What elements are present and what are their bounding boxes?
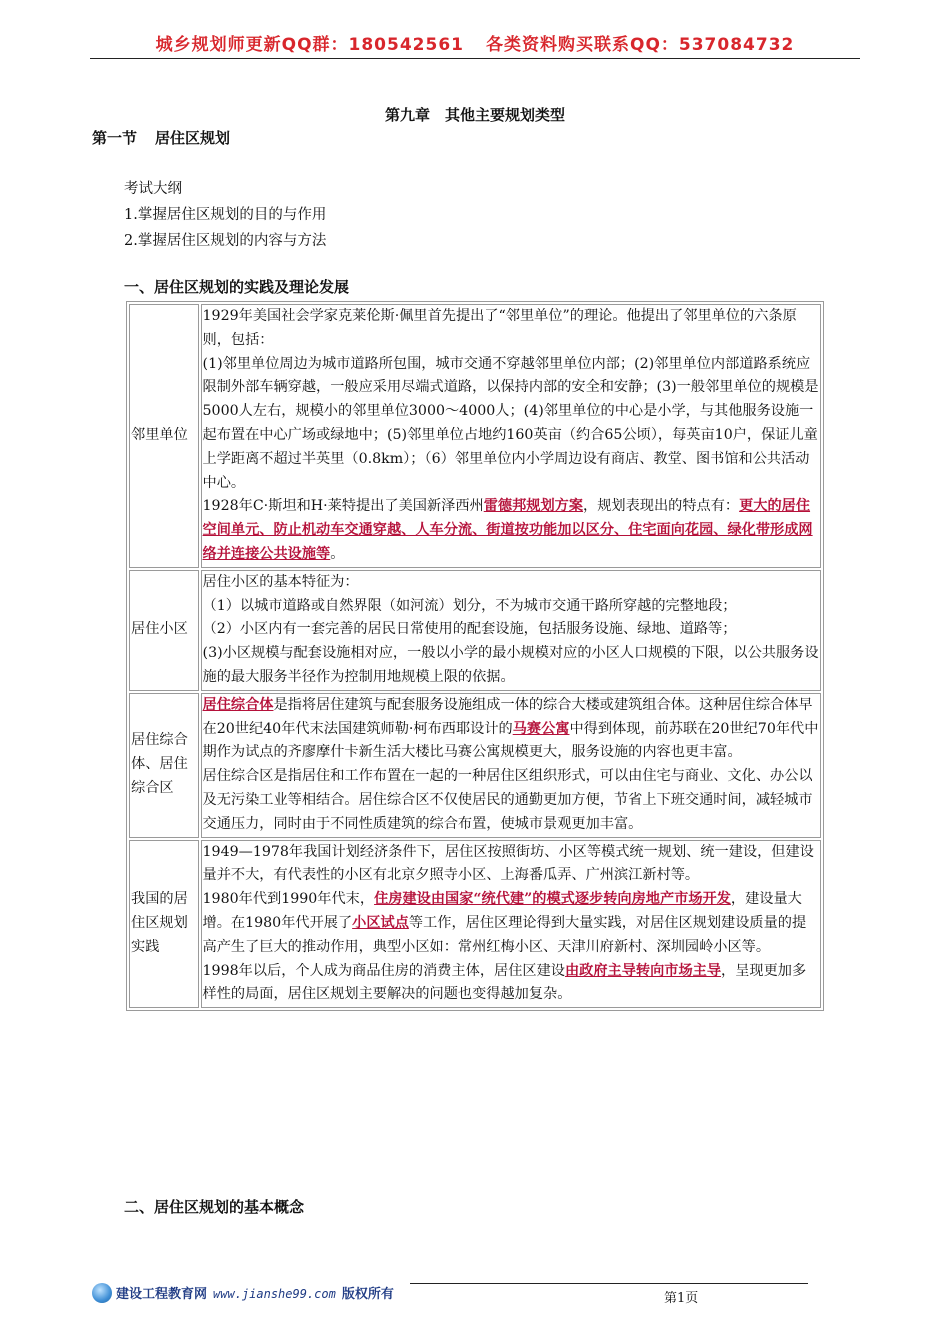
paragraph: （2）小区内有一套完善的居民日常使用的配套设施，包括服务设施、绿地、道路等；	[202, 621, 737, 638]
row-content	[201, 304, 821, 568]
globe-icon	[92, 1283, 112, 1303]
paragraph: (1)邻里单位周边为城市道路所包围，城市交通不穿越邻里单位内部；(2)邻里单位内部道路系统应限制外部车辆穿越，一般应采用尽端式道路，以保持内部的安全和安静；(3)一般邻里单位的规模是5000人左右，规模小的邻里单位3000～4000人；(4)邻里单位的中心是小学，与其他服务设施一起布置在中心广场或绿地中；(5)邻里单位占地约160英亩（约合65公顷），每英亩10户，保证儿童上学距离不超过半英里（0.8km）；（6）邻里单位内小学周边设有商店、教堂、图书馆和公共活动中心。	[202, 355, 819, 491]
outline-title: 考试大纲	[124, 181, 182, 197]
text: ，呈现更加多样性的局面，居住区规划主要解决的问题也变得越加复杂。	[202, 962, 807, 1003]
paragraph	[203, 888, 819, 959]
footer-site-name: 建设工程教育网	[116, 1287, 208, 1302]
row-label: 我国的居住区规划实践	[129, 840, 199, 1009]
text: ，建设量大增。在1980年代开展了	[202, 891, 802, 931]
row-label: 邻里单位	[129, 304, 199, 568]
paragraph: 1949—1978年我国计划经济条件下，居住区按照街坊、小区等模式统一规划、统一建设，但建设量并不大，有代表性的小区有北京夕照寺小区、上海番瓜弄、广州滨江新村等。	[202, 843, 814, 884]
heading-practice-theory: 一、居住区规划的实践及理论发展	[124, 278, 350, 296]
highlight-marseille-apartment: 马赛公寓	[512, 720, 570, 737]
text: 等工作，居住区理论得到大量实践，对居住区规划建设质量的提高产生了巨大的推动作用，典型小区如：常州红梅小区、天津川府新村、深圳园岭小区等。	[202, 914, 807, 955]
paragraph	[203, 694, 819, 765]
header-qq-group: 城乡规划师更新QQ群：180542561	[155, 35, 464, 55]
table-row	[129, 693, 821, 838]
header-banner	[0, 30, 950, 55]
heading-basic-concepts: 二、居住区规划的基本概念	[124, 1198, 305, 1216]
footer-url[interactable]: www.jianshe99.com	[213, 1287, 336, 1301]
highlight-residential-complex: 居住综合体	[202, 696, 274, 713]
text: 是指将居住建筑与配套服务设施组成一体的综合大楼或建筑组合体。这种居住综合体早在20世纪40年代末法国建筑师勒·柯布西耶设计的	[202, 696, 813, 737]
row-label: 居住小区	[129, 570, 199, 691]
row-label: 居住综合体、居住综合区	[129, 693, 199, 838]
text: 中得到体现，前苏联在20世纪70年代中期作为试点的齐廖摩什卡新生活大楼比马赛公寓规模更大，服务设施的内容也更丰富。	[202, 720, 819, 761]
text: 。	[330, 545, 345, 562]
highlight-market-led: 由政府主导转向市场主导	[564, 962, 722, 979]
text: 1998年以后，个人成为商品住房的消费主体，居住区建设	[202, 962, 565, 979]
text: ，规划表现出的特点有：	[583, 498, 740, 515]
paragraph	[203, 495, 819, 566]
highlight-radburn-features: 更大的居住空间单元、防止机动车交通穿越、人车分流、街道按功能加以区分、住宅面向花园、绿化带形成网络并连接公共设施等	[202, 498, 813, 562]
text: 1928年C·斯坦和H·莱特提出了美国新泽西州	[202, 498, 484, 515]
highlight-radburn-plan: 雷德邦规划方案	[483, 498, 584, 515]
paragraph	[203, 960, 819, 1008]
paragraph: 居住综合区是指居住和工作布置在一起的一种居住区组织形式，可以由住宅与商业、文化、办公以及无污染工业等相结合。居住综合区不仅使居民的通勤更加方便，节省上下班交通时间，减轻城市交通压力，同时由于不同性质建筑的综合布置，使城市景观更加丰富。	[202, 768, 813, 832]
highlight-housing-market: 住房建设由国家“统代建”的模式逐步转向房地产市场开发	[374, 891, 731, 908]
text: 1980年代到1990年代末，	[202, 891, 375, 908]
section-number: 第一节	[92, 129, 138, 147]
paragraph: 1929年美国社会学家克莱伦斯·佩里首先提出了“邻里单位”的理论。他提出了邻里单位的六条原则，包括：	[202, 308, 797, 348]
paragraph: （1）以城市道路或自然界限（如河流）划分，不为城市交通干路所穿越的完整地段；	[202, 597, 737, 614]
table-row	[129, 840, 821, 1009]
highlight-pilot-community: 小区试点	[352, 914, 409, 931]
chapter-title: 第九章 其他主要规划类型	[384, 106, 565, 124]
paragraph: (3)小区规模与配套设施相对应，一般以小学的最小规模对应的小区人口规模的下限，以公共服务设施的最大服务半径作为控制用地规模上限的依据。	[202, 645, 819, 685]
exam-outline	[124, 176, 326, 254]
row-content	[201, 693, 821, 838]
table-row	[129, 304, 821, 568]
outline-item: 2.掌握居住区规划的内容与方法	[124, 233, 327, 249]
paragraph: 居住小区的基本特征为：	[202, 573, 359, 590]
development-table	[126, 301, 824, 1011]
footer-rights: 版权所有	[341, 1287, 394, 1302]
row-content	[201, 840, 821, 1009]
section-title	[92, 127, 230, 148]
header-contact: 各类资料购买联系QQ：537084732	[486, 35, 795, 55]
header-divider	[90, 58, 860, 59]
section-name: 居住区规划	[155, 129, 231, 147]
page-number: 第1页	[664, 1291, 699, 1306]
footer-divider	[410, 1283, 808, 1284]
table-row	[129, 570, 821, 691]
footer-site	[116, 1283, 394, 1302]
outline-item: 1.掌握居住区规划的目的与作用	[124, 207, 327, 223]
row-content	[201, 570, 821, 691]
